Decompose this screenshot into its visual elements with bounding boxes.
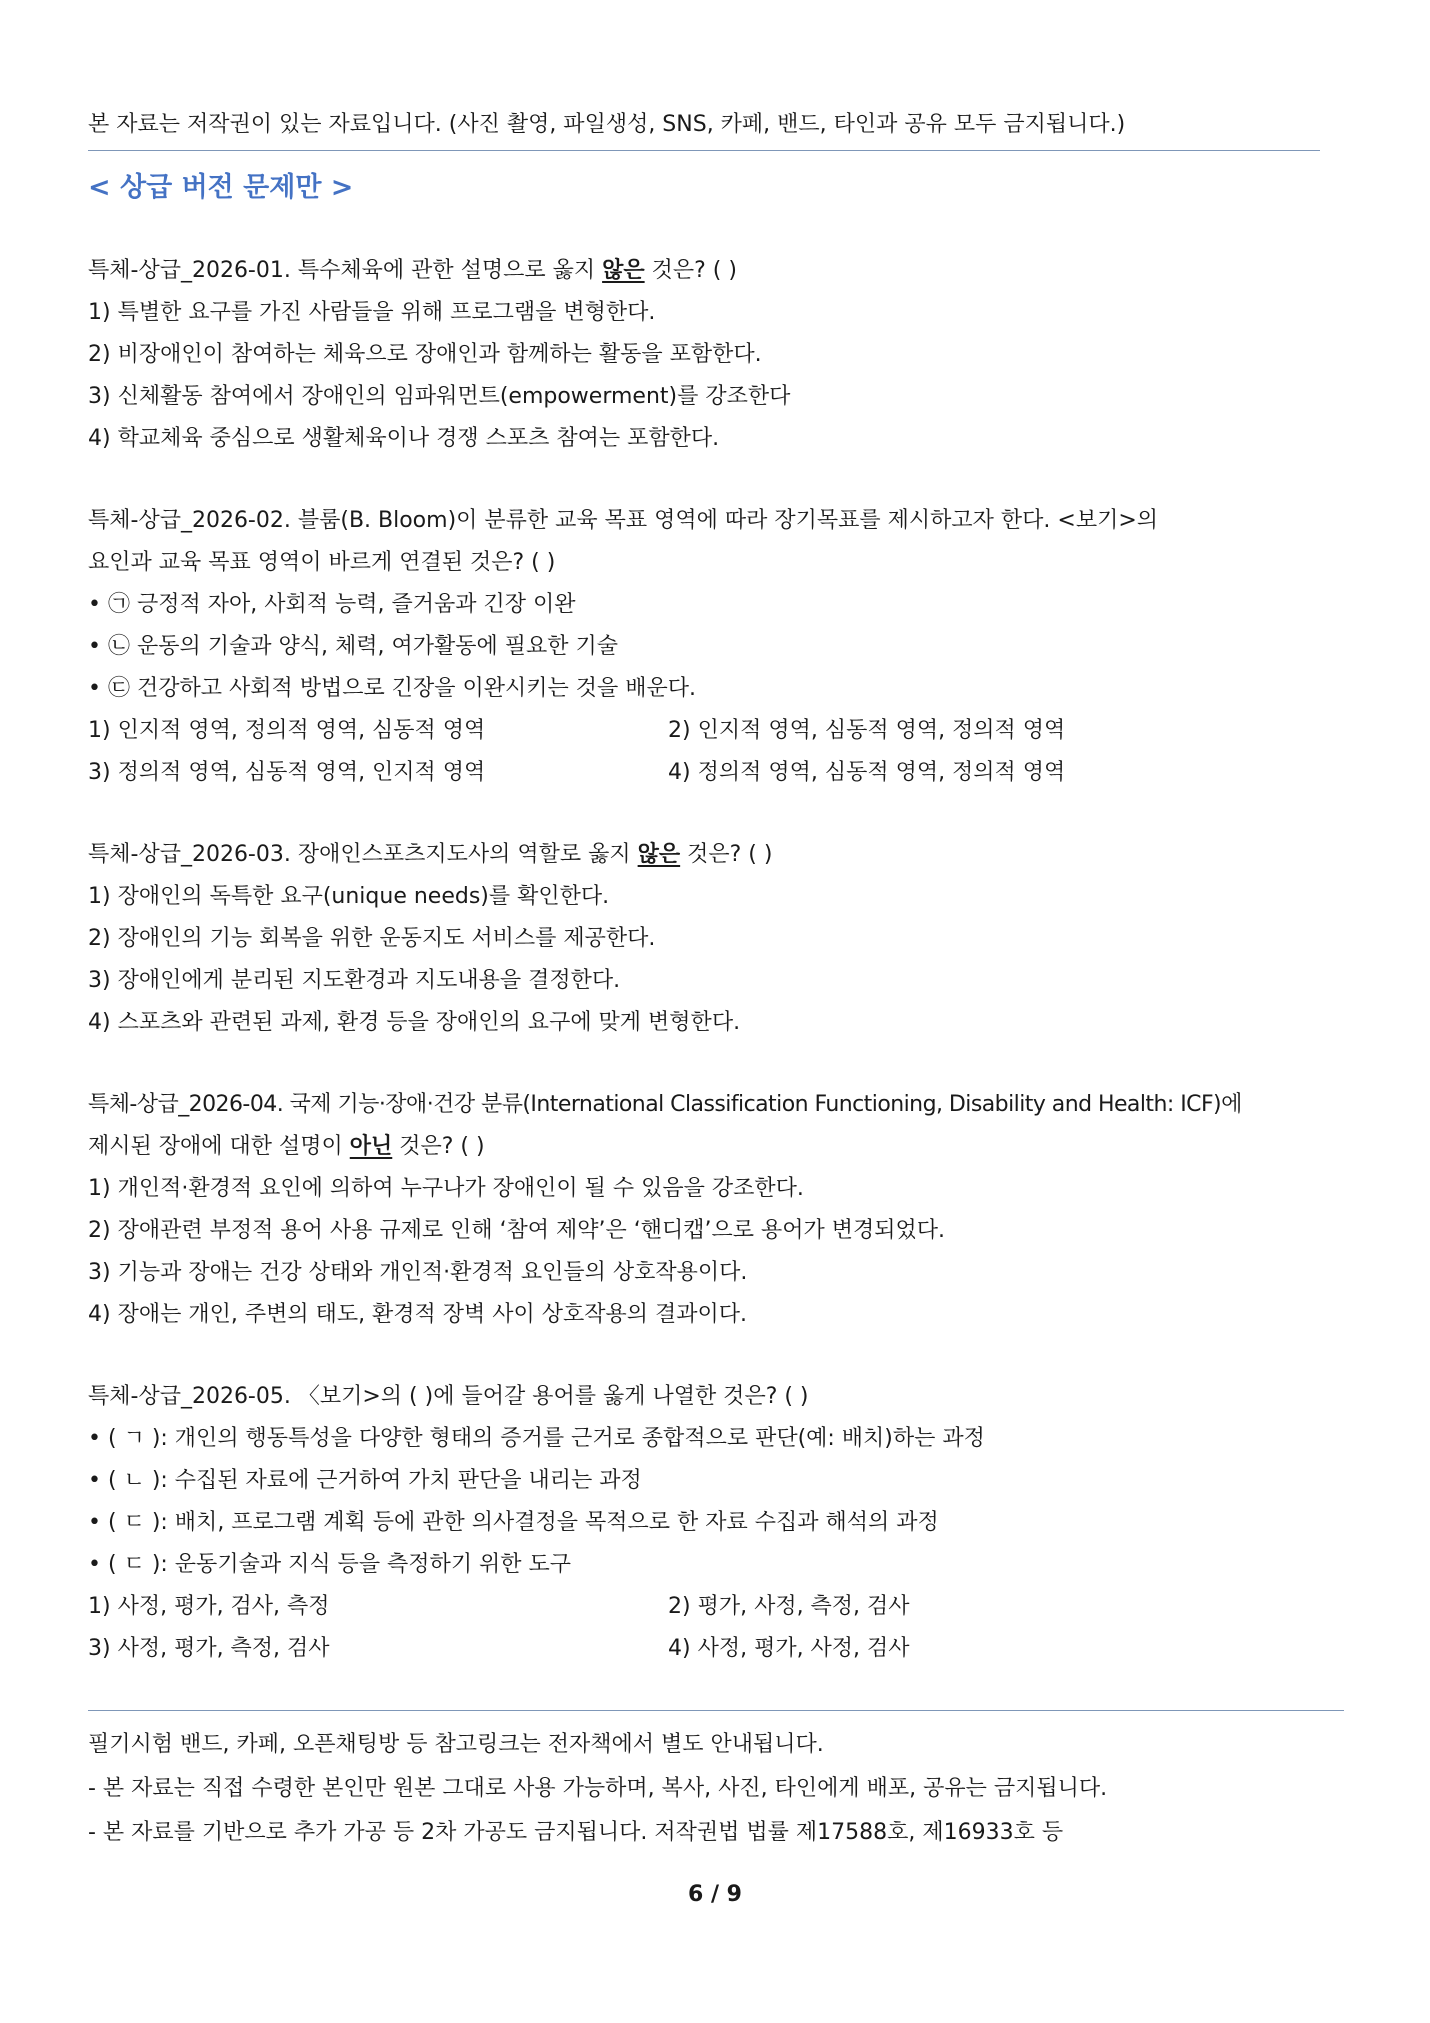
answer-option: 3) 신체활동 참여에서 장애인의 임파워먼트(empowerment)를 강조한다: [88, 384, 791, 409]
answer-option: 3) 장애인에게 분리된 지도환경과 지도내용을 결정한다.: [88, 968, 621, 993]
footer-notice: 필기시험 밴드, 카페, 오픈채팅방 등 참고링크는 전자책에서 별도 안내됩니다.: [88, 1732, 824, 1757]
question-stem: 특체-상급_2026-04. 국제 기능·장애·건강 분류(International Classification Functioning, Disability and Health: ICF)에: [88, 1092, 1242, 1117]
bullet-item: [88, 626, 1348, 668]
answer-option: 4) 정의적 영역, 심동적 영역, 정의적 영역: [668, 760, 1066, 785]
options-row: [88, 1586, 1348, 1628]
section-title: < 상급 버전 문제만 >: [88, 172, 354, 203]
bullet-icon: •: [88, 1510, 101, 1535]
bullet-icon: •: [88, 1552, 101, 1577]
bullet-text: ( ㄱ ): 개인의 행동특성을 다양한 형태의 증거를 근거로 종합적으로 판단(예: 배치)하는 과정: [108, 1426, 985, 1451]
footer-notice: - 본 자료를 기반으로 추가 가공 등 2차 가공도 금지됩니다. 저작권법 법률 제17588호, 제16933호 등: [88, 1820, 1064, 1845]
answer-option: 2) 장애관련 부정적 용어 사용 규제로 인해 ‘참여 제약’은 ‘핸디캡’으로 용어가 변경되었다.: [88, 1218, 946, 1243]
document-page: [88, 105, 1348, 1855]
bullet-icon: •: [88, 592, 101, 617]
options-row: [88, 1628, 1348, 1670]
header-divider: [88, 150, 1320, 151]
footer-notice: - 본 자료는 직접 수령한 본인만 원본 그대로 사용 가능하며, 복사, 사진, 타인에게 배포, 공유는 금지됩니다.: [88, 1776, 1108, 1801]
answer-option: 4) 사정, 평가, 사정, 검사: [668, 1636, 910, 1661]
stem-text: 것은? ( ): [392, 1134, 485, 1159]
question-stem: [88, 834, 1348, 876]
emphasis-text: 않은: [602, 258, 645, 283]
bullet-icon: •: [88, 1468, 101, 1493]
question-03: [88, 834, 1348, 1044]
bullet-icon: •: [88, 1426, 101, 1451]
bullet-item: [88, 584, 1348, 626]
page-number: 6 / 9: [688, 1882, 742, 1907]
emphasis-text: 않은: [637, 842, 681, 867]
answer-option: 1) 특별한 요구를 가진 사람들을 위해 프로그램을 변형한다.: [88, 300, 656, 325]
answer-option: 1) 장애인의 독특한 요구(unique needs)를 확인한다.: [88, 884, 610, 909]
question-04: [88, 1084, 1348, 1336]
bullet-item: [88, 668, 1348, 710]
bullet-icon: •: [88, 634, 101, 659]
answer-option: 3) 기능과 장애는 건강 상태와 개인적·환경적 요인들의 상호작용이다.: [88, 1260, 748, 1285]
stem-text: 것은? ( ): [644, 258, 737, 283]
question-stem: 특체-상급_2026-05. 〈보기>의 ( )에 들어갈 용어를 옳게 나열한 것은? ( ): [88, 1384, 809, 1409]
answer-option: 2) 인지적 영역, 심동적 영역, 정의적 영역: [668, 718, 1066, 743]
options-row: [88, 710, 1348, 752]
bullet-text: ( ㄷ ): 운동기술과 지식 등을 측정하기 위한 도구: [108, 1552, 572, 1577]
bullet-text: ㉢ 건강하고 사회적 방법으로 긴장을 이완시키는 것을 배운다.: [108, 676, 696, 701]
bullet-item: [88, 1418, 1348, 1460]
answer-option: 3) 사정, 평가, 측정, 검사: [88, 1636, 330, 1661]
question-02: [88, 500, 1348, 794]
bullet-item: [88, 1544, 1348, 1586]
bullet-text: ㉡ 운동의 기술과 양식, 체력, 여가활동에 필요한 기술: [108, 634, 618, 659]
options-row: [88, 752, 1348, 794]
answer-option: 4) 학교체육 중심으로 생활체육이나 경쟁 스포츠 참여는 포함한다.: [88, 426, 720, 451]
bullet-icon: •: [88, 676, 101, 701]
bullet-text: ( ㄷ ): 배치, 프로그램 계획 등에 관한 의사결정을 목적으로 한 자료 수집과 해석의 과정: [108, 1510, 939, 1535]
question-stem: [88, 1126, 1348, 1168]
question-05: [88, 1376, 1348, 1670]
bullet-text: ( ㄴ ): 수집된 자료에 근거하여 가치 판단을 내리는 과정: [108, 1468, 642, 1493]
answer-option: 1) 사정, 평가, 검사, 측정: [88, 1594, 330, 1619]
bullet-item: [88, 1460, 1348, 1502]
stem-text: 특체-상급_2026-01. 특수체육에 관한 설명으로 옳지: [88, 258, 603, 283]
answer-option: 1) 개인적·환경적 요인에 의하여 누구나가 장애인이 될 수 있음을 강조한다.: [88, 1176, 804, 1201]
answer-option: 4) 스포츠와 관련된 과제, 환경 등을 장애인의 요구에 맞게 변형한다.: [88, 1010, 741, 1035]
question-stem: [88, 250, 1348, 292]
answer-option: 3) 정의적 영역, 심동적 영역, 인지적 영역: [88, 760, 486, 785]
answer-option: 2) 비장애인이 참여하는 체육으로 장애인과 함께하는 활동을 포함한다.: [88, 342, 762, 367]
answer-option: 2) 평가, 사정, 측정, 검사: [668, 1594, 910, 1619]
question-stem: 특체-상급_2026-02. 블룸(B. Bloom)이 분류한 교육 목표 영역에 따라 장기목표를 제시하고자 한다. <보기>의: [88, 508, 1159, 533]
bullet-text: ㉠ 긍정적 자아, 사회적 능력, 즐거움과 긴장 이완: [108, 592, 576, 617]
emphasis-text: 아닌: [349, 1134, 393, 1159]
stem-text: 제시된 장애에 대한 설명이: [88, 1134, 350, 1159]
answer-option: 1) 인지적 영역, 정의적 영역, 심동적 영역: [88, 718, 486, 743]
answer-option: 4) 장애는 개인, 주변의 태도, 환경적 장벽 사이 상호작용의 결과이다.: [88, 1302, 748, 1327]
stem-text: 특체-상급_2026-03. 장애인스포츠지도사의 역할로 옳지: [88, 842, 638, 867]
question-stem: 요인과 교육 목표 영역이 바르게 연결된 것은? ( ): [88, 550, 556, 575]
answer-option: 2) 장애인의 기능 회복을 위한 운동지도 서비스를 제공한다.: [88, 926, 656, 951]
stem-text: 것은? ( ): [680, 842, 773, 867]
footer-divider: [88, 1710, 1344, 1711]
copyright-notice: 본 자료는 저작권이 있는 자료입니다. (사진 촬영, 파일생성, SNS, 카페, 밴드, 타인과 공유 모두 금지됩니다.): [88, 112, 1126, 137]
question-01: [88, 250, 1348, 460]
bullet-item: [88, 1502, 1348, 1544]
